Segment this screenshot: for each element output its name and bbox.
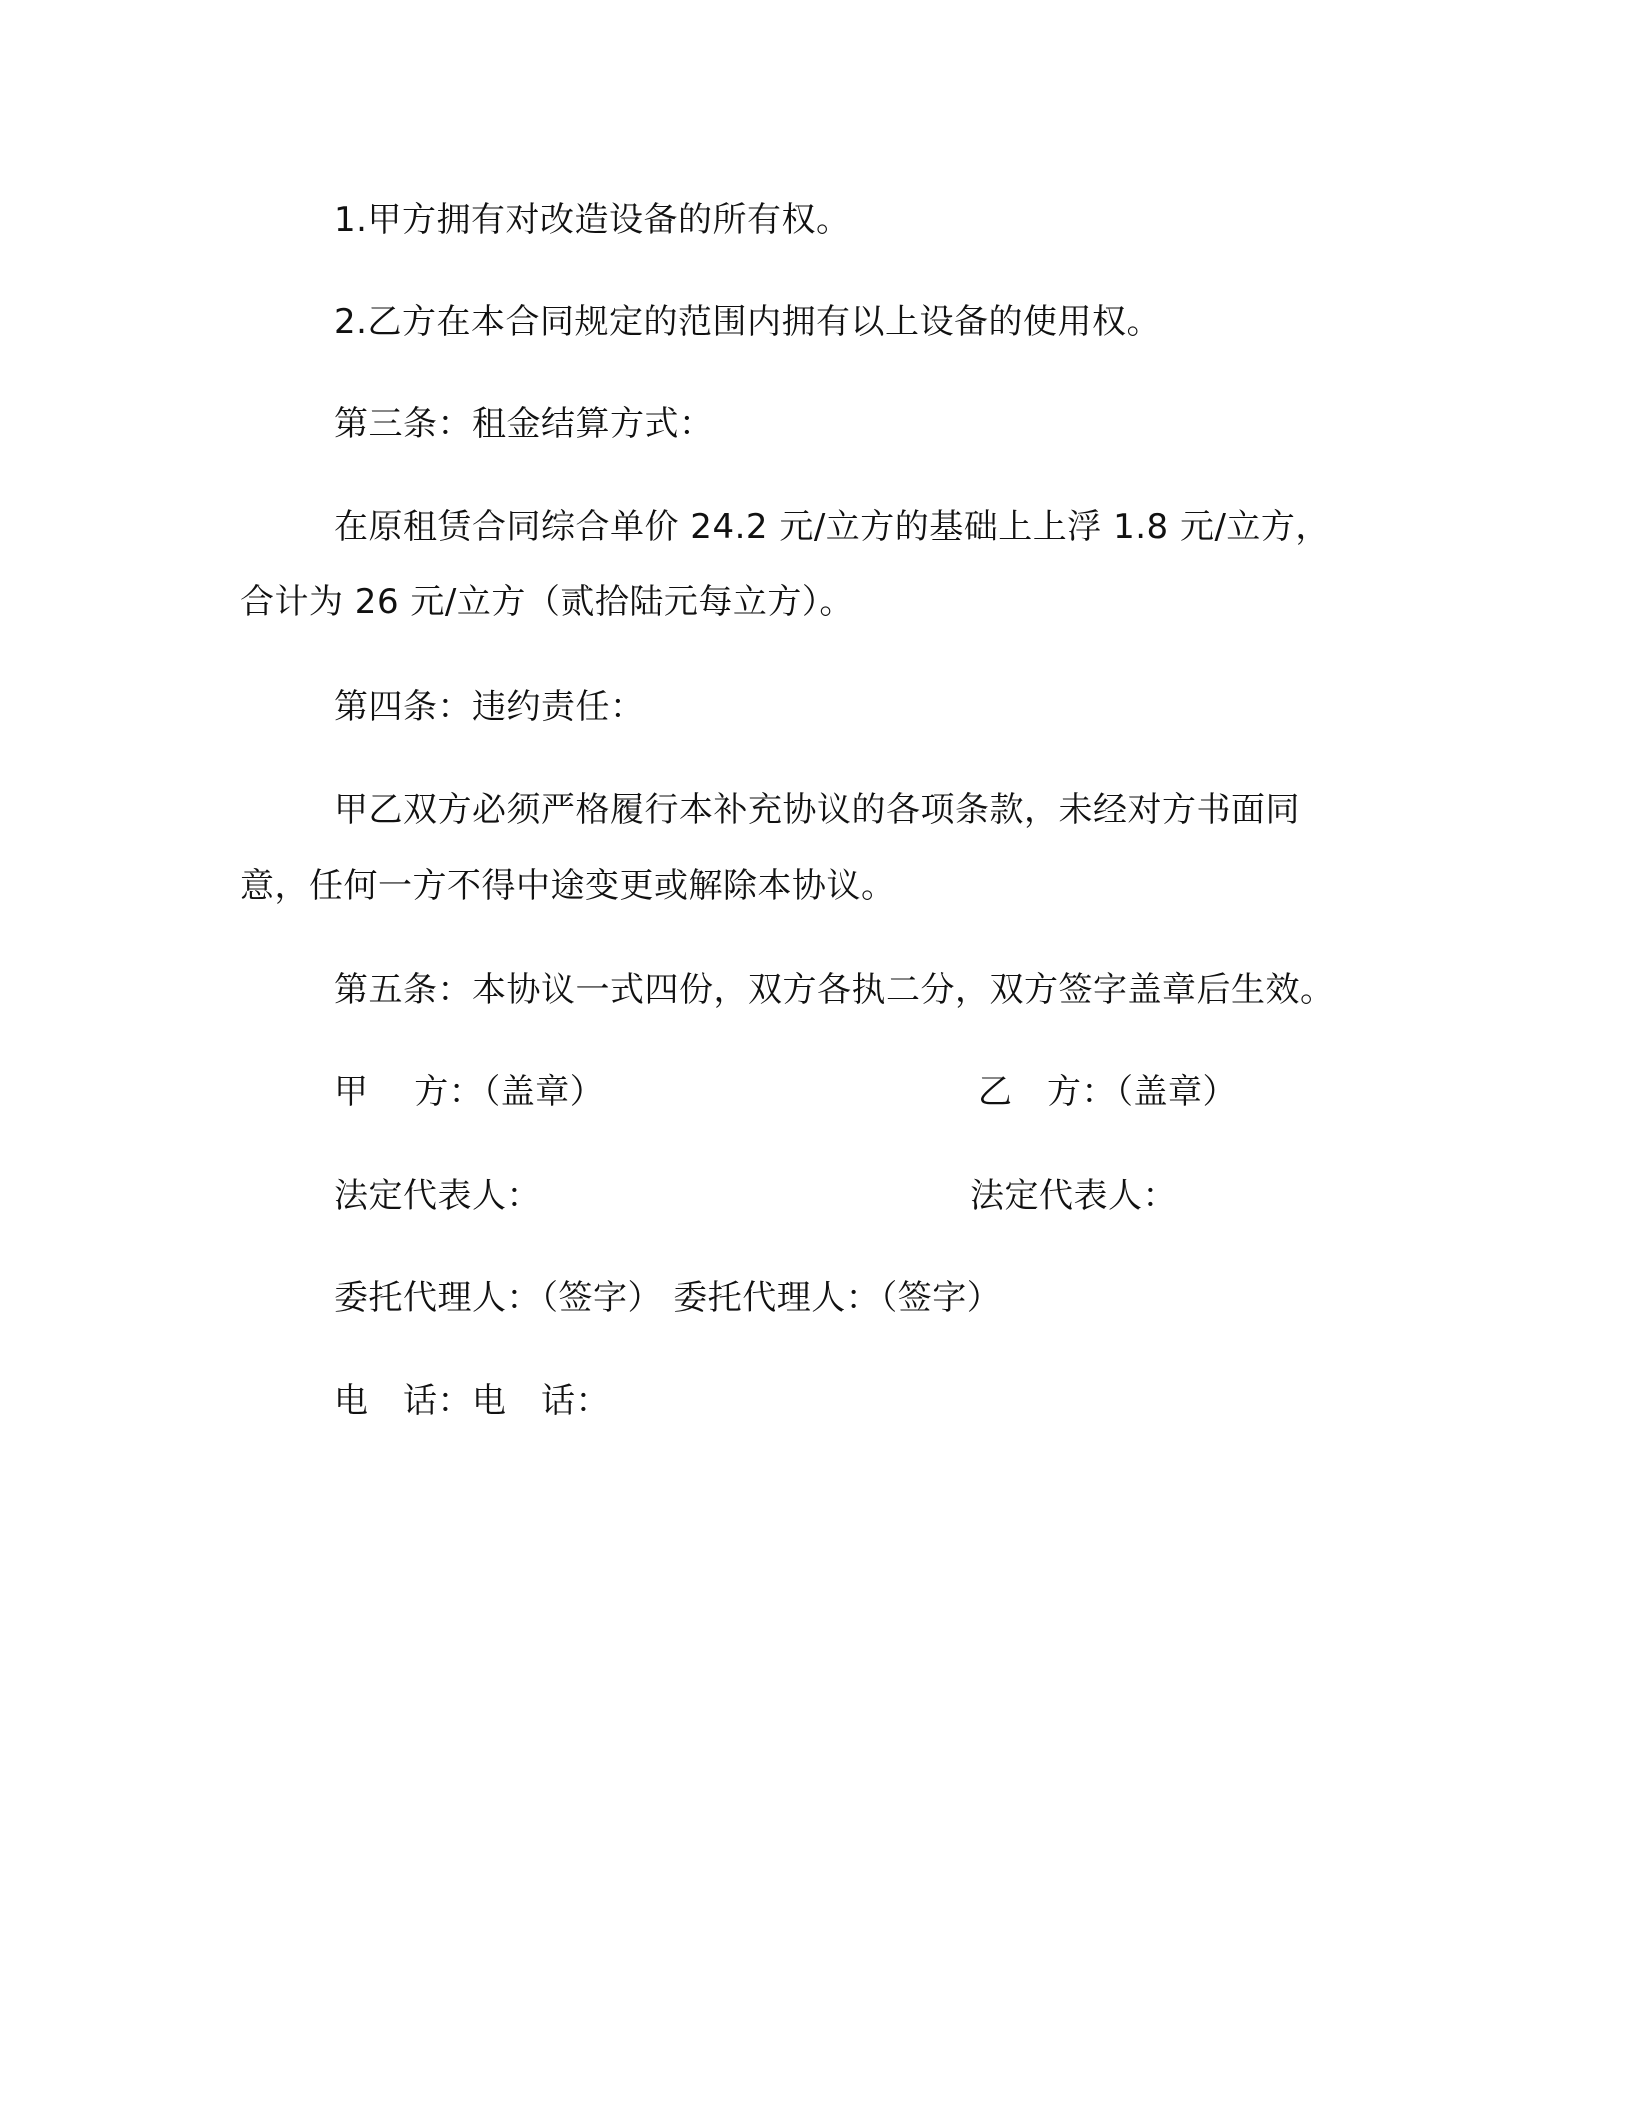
article-five: 第五条：本协议一式四份，双方各执二分，双方签字盖章后生效。	[334, 970, 1335, 1010]
article-three-heading: 第三条：租金结算方式：	[334, 404, 714, 444]
clause-usage-right: 2.乙方在本合同规定的范围内拥有以上设备的使用权。	[334, 302, 1161, 342]
party-b-seal: 乙 方：（盖章）	[978, 1072, 1237, 1112]
rent-paragraph-line-1: 在原租赁合同综合单价 24.2 元/立方的基础上上浮 1.8 元/立方，	[334, 507, 1330, 547]
phones-line: 电 话：电 话：	[334, 1381, 610, 1421]
rent-paragraph-line-2: 合计为 26 元/立方（贰拾陆元每立方）。	[240, 582, 854, 622]
clause-ownership: 1.甲方拥有对改造设备的所有权。	[334, 200, 851, 240]
party-b-legal-rep: 法定代表人：	[970, 1176, 1177, 1216]
breach-paragraph-line-2: 意，任何一方不得中途变更或解除本协议。	[240, 866, 896, 906]
agents-line: 委托代理人：（签字） 委托代理人：（签字）	[334, 1278, 1002, 1318]
article-four-heading: 第四条：违约责任：	[334, 687, 645, 727]
breach-paragraph-line-1: 甲乙双方必须严格履行本补充协议的各项条款，未经对方书面同	[334, 790, 1300, 830]
party-a-legal-rep: 法定代表人：	[334, 1176, 541, 1216]
party-a-seal: 甲 方：（盖章）	[334, 1072, 605, 1112]
